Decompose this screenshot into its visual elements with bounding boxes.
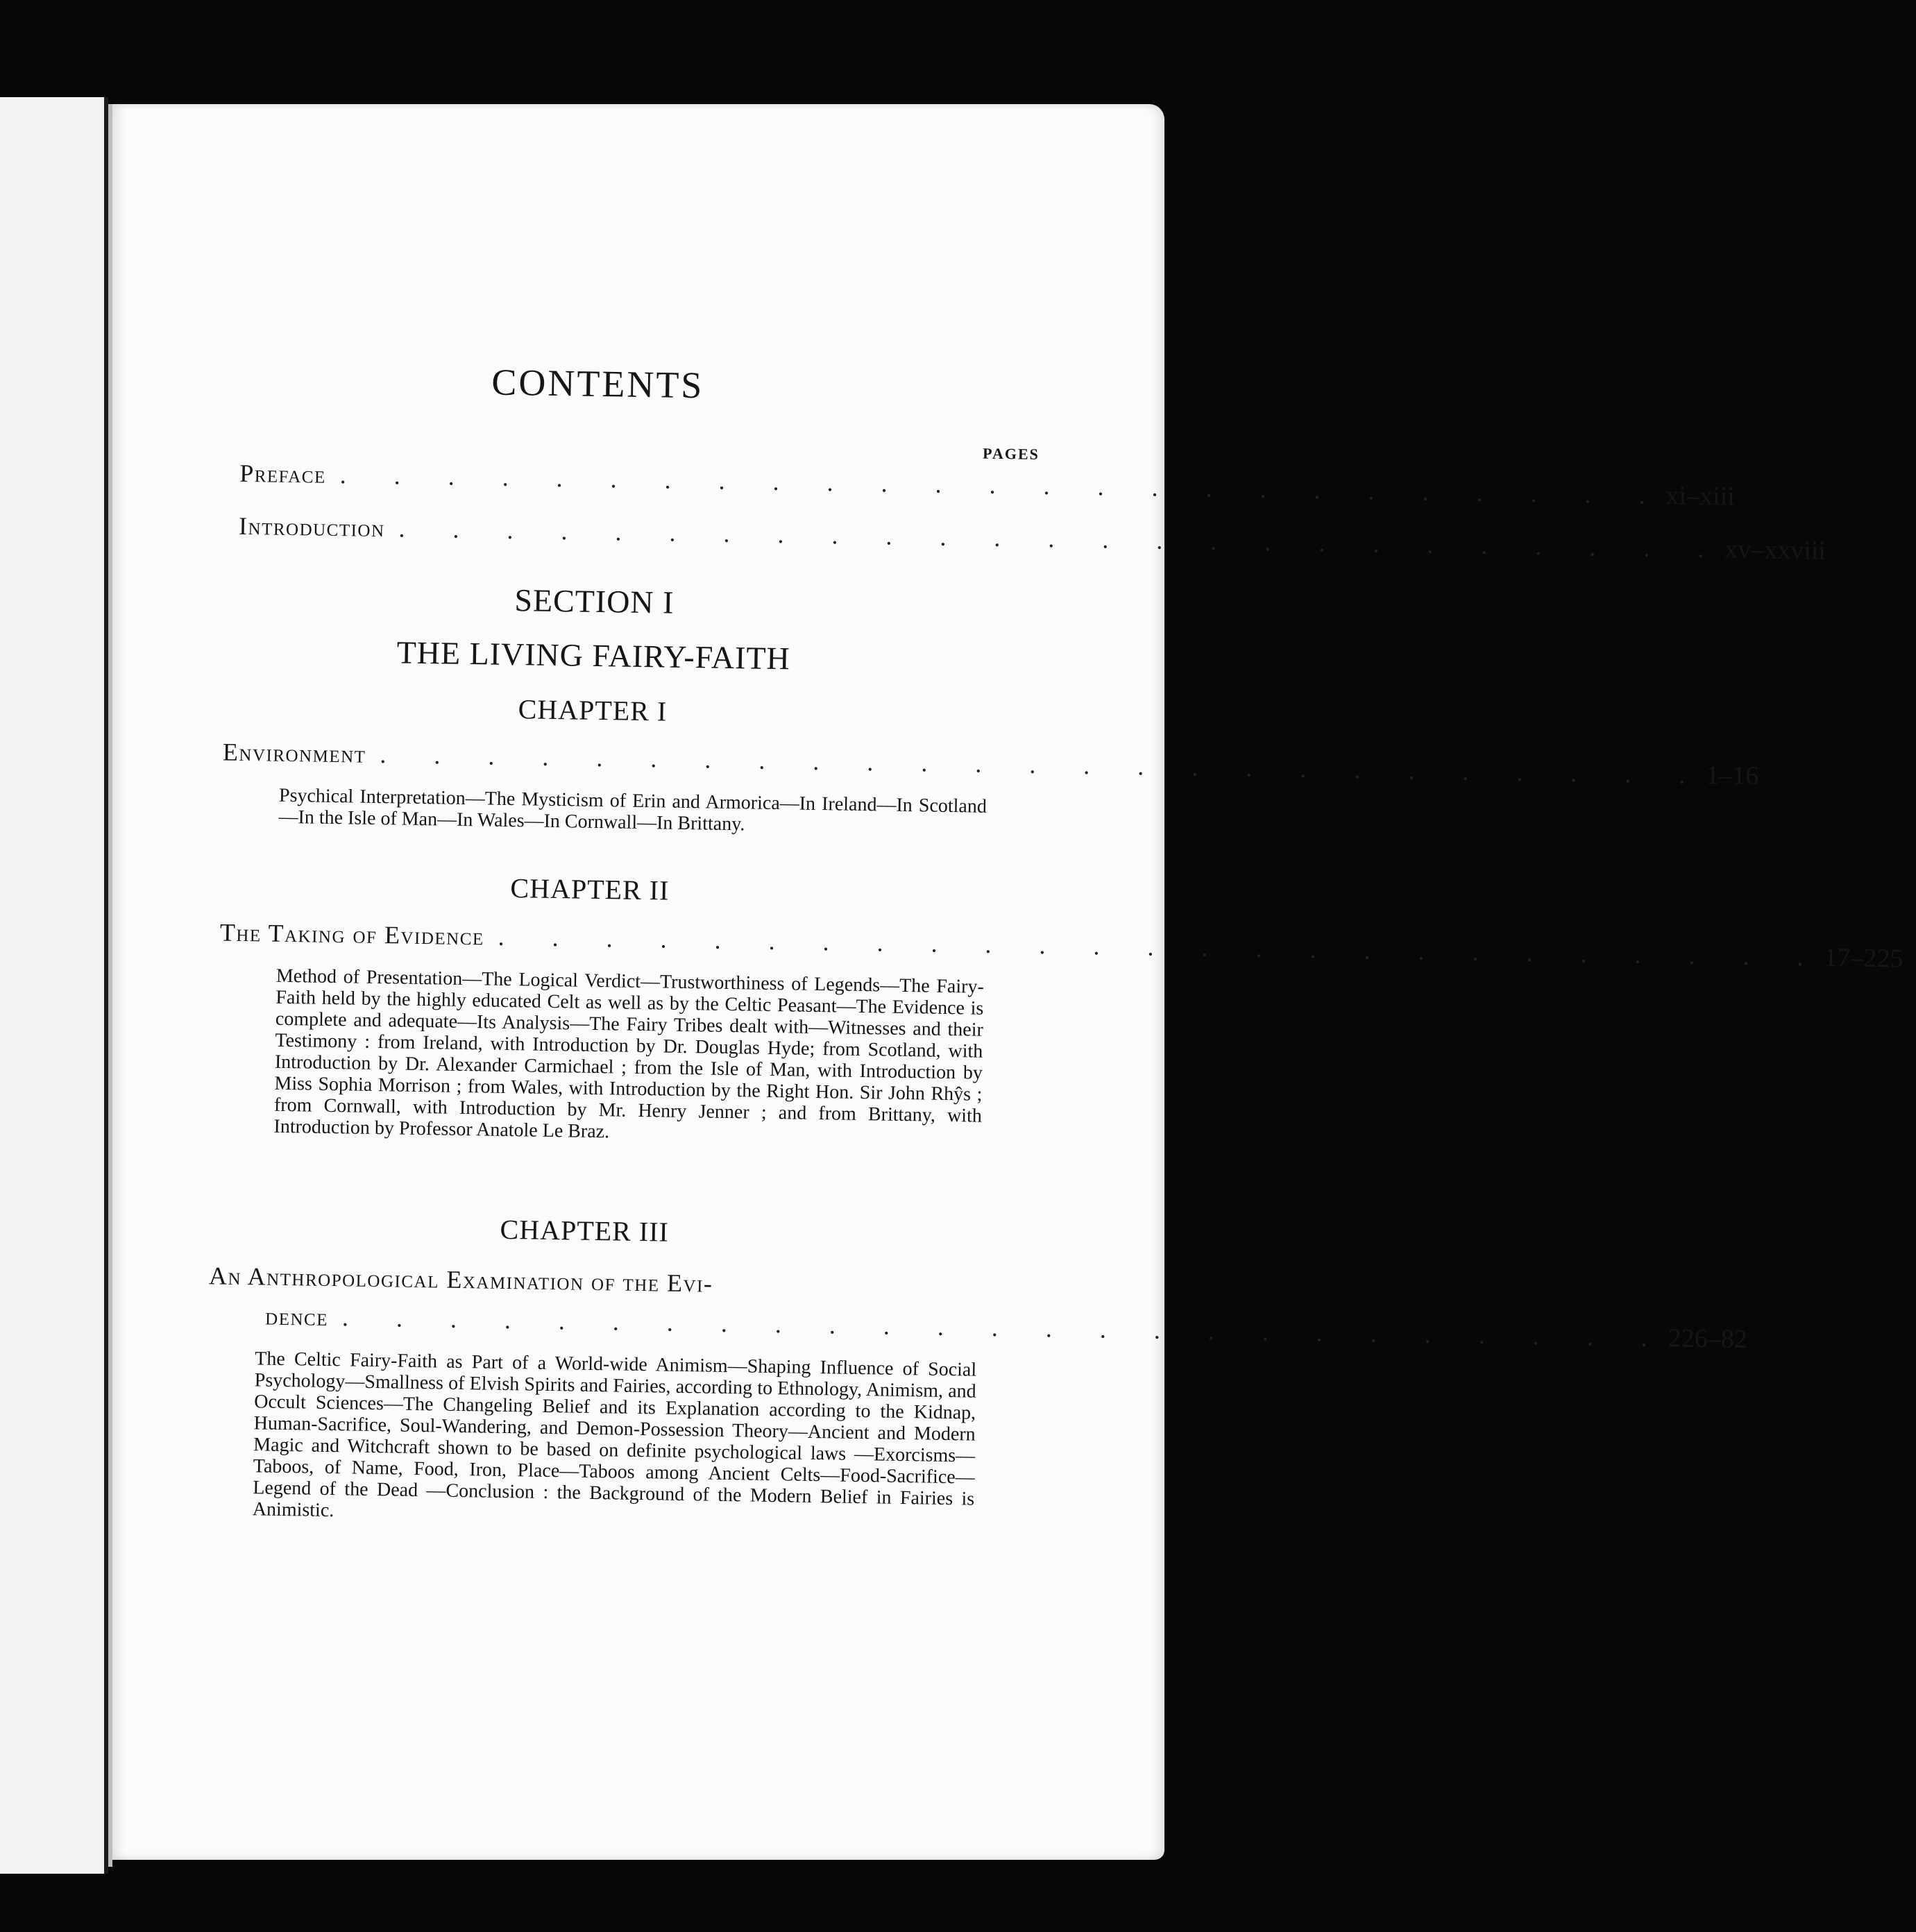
leader-dots: . . . . . . . . . . . . . . . . . . . . . . . . . <box>380 740 1706 790</box>
toc-entry-chapter-3-cont[interactable] <box>264 1301 1748 1355</box>
entry-pages: 226–82 <box>1668 1323 1748 1355</box>
facing-page-edge <box>0 97 108 1874</box>
section-number: SECTION I <box>514 582 675 620</box>
leader-dots: . . . . . . . . . . . . . . . . . . . . . . . . . <box>398 514 1725 564</box>
section-name: THE LIVING FAIRY-FAITH <box>396 634 791 677</box>
entry-title: An Anthropological Examination of the Evi- <box>208 1262 713 1298</box>
entry-title-continued: dence <box>264 1302 329 1331</box>
entry-title: Preface <box>239 459 327 489</box>
chapter-heading: CHAPTER II <box>510 872 670 906</box>
entry-pages: xv–xxviii <box>1724 534 1826 566</box>
toc-entry-introduction[interactable] <box>238 511 1826 566</box>
leader-dots: . . . . . . . . . . . . . . . . . . . . . . . . . <box>339 461 1666 510</box>
entry-pages: 1–16 <box>1705 761 1759 791</box>
leader-dots: . . . . . . . . . . . . . . . . . . . . . . . . . <box>341 1303 1669 1353</box>
entry-pages: 17–225 <box>1824 942 1904 974</box>
toc-entry-preface[interactable] <box>239 458 1736 511</box>
page-title: CONTENTS <box>491 361 704 407</box>
chapter-summary: Psychical Interpretation—The Mysticism of Erin and Armorica—In Ireland—In Scotland—In the Isle of Man—In Wales—In Cornwall—In Brittany. <box>278 784 987 836</box>
toc-entry-chapter-3[interactable] <box>209 1261 1035 1303</box>
entry-title: Introduction <box>238 511 385 543</box>
entry-title: The Taking of Evidence <box>219 918 485 951</box>
page-content <box>96 96 1904 1869</box>
chapter-heading: CHAPTER I <box>518 693 668 727</box>
entry-pages: xi–xiii <box>1665 481 1736 511</box>
toc-entry-chapter-1[interactable] <box>222 736 1759 791</box>
entry-title: Environment <box>222 738 366 768</box>
pages-column-header: PAGES <box>982 444 1040 463</box>
chapter-summary: The Celtic Fairy-Faith as Part of a World-wide Animism—Shaping Influence of Social Psychology—Smallness of Elvish Spirits and Fairies, according to Ethnology, Animism, and Occult Sciences—The Changeling Belief and its Explanation according to the Kidnap, Human-Sacrifice, Soul-Wandering, and Demon-Possession Theory—Ancient and Modern Magic and Witchcraft shown to be based on definite psychological laws —Exorcisms—Taboos, of Name, Food, Iron, Place—Taboos among Ancient Celts—Food-Sacrifice—Legend of the Dead —Conclusion : the Background of the Modern Belief in Fairies is Animistic. <box>252 1348 977 1522</box>
leader-dots: . . . . . . . . . . . . . . . . . . . . . . . . . <box>498 922 1824 972</box>
contents-page <box>112 104 1904 1860</box>
chapter-summary: Method of Presentation—The Logical Verdict—Trustworthiness of Legends—The Fairy-Faith held by the highly educated Celt as well as by the Celtic Peasant—The Evidence is complete and adequate—Its Analysis—The Fairy Tribes dealt with—Witnesses and their Testimony : from Ireland, with Introduction by Dr. Douglas Hyde; from Scotland, with Introduction by Dr. Alexander Carmichael ; from the Isle of Man, with Introduction by Miss Sophia Morrison ; from Wales, with Introduction by the Right Hon. Sir John Rhŷs ; from Cornwall, with Introduction by Mr. Henry Jenner ; and from Brittany, with Introduction by Professor Anatole Le Braz. <box>273 965 985 1143</box>
chapter-heading: CHAPTER III <box>500 1213 670 1248</box>
toc-entry-chapter-2[interactable] <box>219 917 1904 974</box>
